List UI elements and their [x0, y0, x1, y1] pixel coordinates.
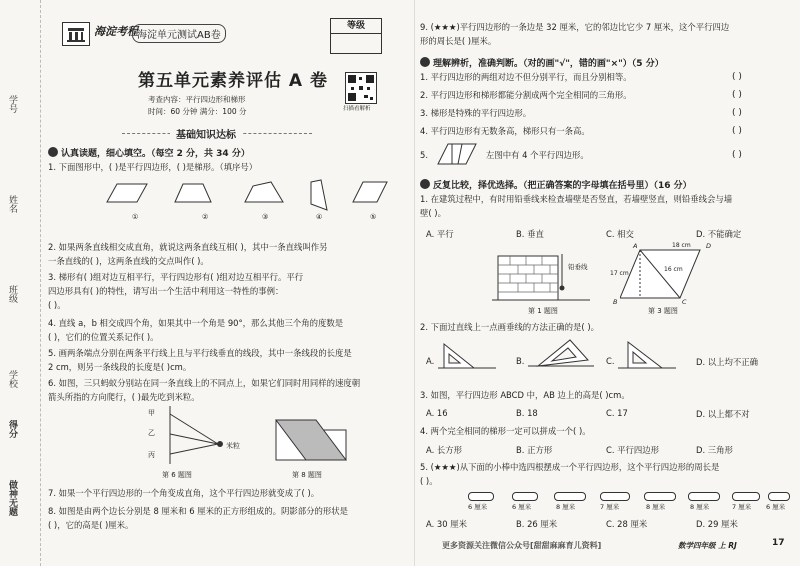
fig3-ab-length: 18 cm	[672, 242, 691, 249]
fig3-parallelogram	[620, 244, 730, 308]
rice-label: 米粒	[226, 442, 240, 450]
judge-2: 2. 平行四边形和梯形都能分割成两个完全相同的三角形。	[420, 90, 632, 100]
judge-3: 3. 梯形是特殊的平行四边形。	[420, 108, 532, 118]
stick	[732, 492, 760, 501]
footer-ad: 更多资源关注微信公众号[甜甜麻麻育儿资料]	[442, 541, 602, 550]
plumb-bob-icon	[560, 286, 565, 291]
triangle-ruler-b	[528, 336, 598, 376]
fig3-caption: 第 3 题图	[648, 307, 678, 315]
stick	[768, 492, 790, 501]
question-4-line-2: ( )，它们的位置关系记作( )。	[48, 332, 159, 342]
stick	[600, 492, 630, 501]
left-column	[40, 0, 412, 566]
fig3-side-length: 17 cm	[610, 270, 629, 277]
question-6-line-2: 箭头所指的方向爬行，( )最先吃到米粒。	[48, 392, 200, 402]
choice-3-option-a[interactable]: A. 16	[426, 408, 448, 418]
shape-3-quadrilateral	[245, 182, 283, 202]
stick-label: 8 厘米	[690, 503, 710, 511]
choice-2-option-c[interactable]: C.	[606, 356, 615, 366]
class-label: 班级	[7, 285, 17, 303]
slogan-label: 做神无题	[7, 480, 17, 516]
question-2-line-1: 2. 如果两条直线相交成直角，就说这两条直线互相( )，其中一条直线叫作另	[48, 242, 328, 252]
logo-caption: 海淀考程	[94, 25, 138, 38]
qr-code-icon	[346, 73, 376, 103]
footer-grade: 数学四年级 上 RJ	[678, 541, 737, 550]
choice-5-option-b[interactable]: B. 26 厘米	[516, 519, 558, 529]
judge-5-answer[interactable]: ( )	[732, 150, 742, 160]
ant-jia: 甲	[148, 409, 155, 417]
choice-1-option-d[interactable]: D. 不能确定	[696, 229, 742, 239]
qr-code	[345, 72, 377, 104]
section-2-heading: 理解辨析，准确判断。（对的画"√"，错的画"×"）（5 分）	[420, 56, 664, 69]
choice-3-option-c[interactable]: C. 17	[606, 408, 628, 418]
test-content: 考查内容：平行四边形和梯形	[148, 95, 246, 104]
question-1: 1. 下面图形中，( )是平行四边形，( )是梯形。（填序号）	[48, 162, 258, 172]
judge-4-answer[interactable]: ( )	[732, 126, 742, 136]
stick-label: 8 厘米	[556, 503, 576, 511]
qr-caption: 扫描看解析	[343, 106, 371, 112]
section-number-icon	[420, 57, 430, 67]
question-4-line-1: 4. 直线 a，b 相交成四个角，如果其中一个角是 90°，那么其他三个角的度数是	[48, 318, 344, 328]
question-2-line-2: 一条直线的( )，这两条直线的交点叫作( )。	[48, 256, 209, 266]
shape-label-5: ⑤	[370, 213, 377, 221]
section-1-heading: 认真读题，细心填空。（每空 2 分，共 34 分）	[48, 146, 250, 159]
publisher-logo	[62, 22, 90, 46]
choice-1-option-b[interactable]: B. 垂直	[516, 229, 544, 239]
choice-1-line-1: 1. 在建筑过程中，有时用铅垂线来检查墙壁是否竖直，若墙壁竖直，则铅垂线会与墙	[420, 194, 733, 204]
school-label: 学校	[7, 370, 17, 388]
stick-label: 7 厘米	[732, 503, 752, 511]
q1-shapes	[95, 176, 395, 216]
stick	[512, 492, 538, 501]
stick-label: 8 厘米	[646, 503, 666, 511]
judge-5-number: 5.	[420, 150, 428, 160]
brick-wall	[498, 256, 558, 300]
choice-4: 4. 两个完全相同的梯形一定可以拼成一个( )。	[420, 426, 591, 436]
choice-5-option-a[interactable]: A. 30 厘米	[426, 519, 467, 529]
fig8-caption: 第 8 题图	[292, 471, 322, 479]
judge-1: 1. 平行四边形的两组对边不但分别平行，而且分别相等。	[420, 72, 632, 82]
judge-3-answer[interactable]: ( )	[732, 108, 742, 118]
fig3-label-c: C	[682, 298, 687, 306]
section-banner: 基础知识达标	[170, 126, 242, 141]
shape-2-trapezoid	[175, 184, 211, 202]
question-8-line-2: ( )，它的高是( )厘米。	[48, 520, 134, 530]
stick	[644, 492, 676, 501]
stick-label: 6 厘米	[468, 503, 488, 511]
judge-5-figure	[434, 140, 480, 168]
binding-margin	[0, 0, 41, 566]
fig1-caption: 第 1 题图	[528, 307, 558, 315]
choice-3-option-d[interactable]: D. 以上都不对	[696, 409, 750, 419]
choice-1-option-a[interactable]: A. 平行	[426, 229, 454, 239]
section-number-icon	[420, 179, 430, 189]
choice-2: 2. 下面过直线上一点画垂线的方法正确的是( )。	[420, 322, 599, 332]
choice-5-line-1: 5. (★★★)从下面的小棒中选四根摆成一个平行四边形，这个平行四边形的周长是	[420, 462, 720, 472]
stick-label: 7 厘米	[600, 503, 620, 511]
grade-box	[330, 18, 382, 54]
shape-label-1: ①	[132, 213, 139, 221]
judge-5: 左图中有 4 个平行四边形。	[486, 150, 589, 160]
question-8-line-1: 8. 如图是由两个边长分别是 8 厘米和 6 厘米的正方形组成的。阴影部分的形状是	[48, 506, 348, 516]
choice-1-line-2: 壁( )。	[420, 208, 446, 218]
fig3-height-length: 16 cm	[664, 266, 683, 273]
stick	[468, 492, 494, 501]
choice-4-option-d[interactable]: D. 三角形	[696, 445, 733, 455]
stick-label: 6 厘米	[766, 503, 786, 511]
building-icon	[63, 23, 89, 45]
plumb-label: 铅垂线	[568, 263, 588, 271]
fig6-caption: 第 6 题图	[162, 471, 192, 479]
triangle-ruler-a	[438, 336, 498, 376]
choice-5-option-d[interactable]: D. 29 厘米	[696, 519, 738, 529]
shape-label-3: ③	[262, 213, 269, 221]
choice-2-option-b[interactable]: B.	[516, 356, 525, 366]
shape-5-parallelogram	[353, 182, 387, 202]
choice-5-option-c[interactable]: C. 28 厘米	[606, 519, 648, 529]
fig3-label-b: B	[613, 298, 618, 306]
question-6-line-1: 6. 如图，三只蚂蚁分别站在同一条直线上的不同点上，如果它们同时用同样的速度朝	[48, 378, 361, 388]
question-7: 7. 如果一个平行四边形的一个角变成直角，这个平行四边形就变成了( )。	[48, 488, 320, 498]
judge-5-parallelogram	[438, 144, 476, 164]
ant-yi: 乙	[148, 429, 155, 437]
question-9-line-2: 形的周长是( )厘米。	[420, 36, 497, 46]
fig1-brick-wall	[490, 246, 600, 306]
series-title: 海淀单元测试AB卷	[132, 24, 226, 43]
question-5-line-2: 2 cm，则另一条线段的长度是( )cm。	[48, 362, 192, 372]
choice-5-line-2: ( )。	[420, 476, 438, 486]
test-meta: 时间：60 分钟 满分：100 分	[148, 107, 247, 116]
choice-2-option-a[interactable]: A.	[426, 356, 435, 366]
judge-1-answer[interactable]: ( )	[732, 72, 742, 82]
page-fold	[414, 0, 415, 566]
judge-4: 4. 平行四边形有无数条高，梯形只有一条高。	[420, 126, 590, 136]
fig3-label-a: A	[633, 242, 638, 250]
shape-1-parallelogram	[107, 184, 147, 202]
fig3-label-d: D	[706, 242, 712, 250]
ant-bing: 丙	[148, 451, 155, 459]
grade-box-label: 等级	[331, 19, 381, 34]
shape-4-trapezoid	[311, 180, 327, 210]
page-title: 第五单元素养评估 A 卷	[138, 71, 328, 91]
shape-label-4: ④	[316, 213, 323, 221]
q6-ant-figure	[148, 404, 258, 466]
rice-grain-icon	[217, 441, 223, 447]
choice-3: 3. 如图，平行四边形 ABCD 中，AB 边上的高是( )cm。	[420, 390, 630, 400]
choice-1-option-c[interactable]: C. 相交	[606, 229, 634, 239]
choice-4-option-c[interactable]: C. 平行四边形	[606, 445, 660, 455]
choice-4-option-b[interactable]: B. 正方形	[516, 445, 553, 455]
page-number: 17	[772, 538, 785, 548]
choice-4-option-a[interactable]: A. 长方形	[426, 445, 463, 455]
stick	[688, 492, 720, 501]
shape-label-2: ②	[202, 213, 209, 221]
judge-2-answer[interactable]: ( )	[732, 90, 742, 100]
choice-3-option-b[interactable]: B. 18	[516, 408, 538, 418]
q8-squares-figure	[270, 410, 360, 466]
question-3-line-2: 四边形具有( )的特性，请写出一个生活中利用这一特性的事例：	[48, 286, 284, 296]
name-label: 姓名	[7, 195, 17, 213]
question-3-line-3: ( )。	[48, 300, 66, 310]
stick-label: 6 厘米	[512, 503, 532, 511]
stick	[554, 492, 586, 501]
right-column	[420, 0, 795, 566]
question-5-line-1: 5. 画两条端点分别在两条平行线上且与平行线垂直的线段，其中一条线段的长度是	[48, 348, 352, 358]
section-number-icon	[48, 147, 58, 157]
student-id-label: 学号	[7, 95, 17, 113]
section-3-heading: 反复比较，择优选择。（把正确答案的字母填在括号里）（16 分）	[420, 178, 692, 191]
question-9-line-1: 9. (★★★)平行四边形的一条边是 32 厘米，它的邻边比它少 7 厘米，这个平行四边	[420, 22, 730, 32]
question-3-line-1: 3. 梯形有( )组对边互相平行，平行四边形有( )组对边互相平行。平行	[48, 272, 304, 282]
triangle-ruler-c	[618, 336, 678, 376]
score-label: 得分	[7, 420, 17, 438]
choice-2-option-d[interactable]: D. 以上均不正确	[696, 357, 759, 367]
q6-path-bing	[170, 444, 218, 454]
